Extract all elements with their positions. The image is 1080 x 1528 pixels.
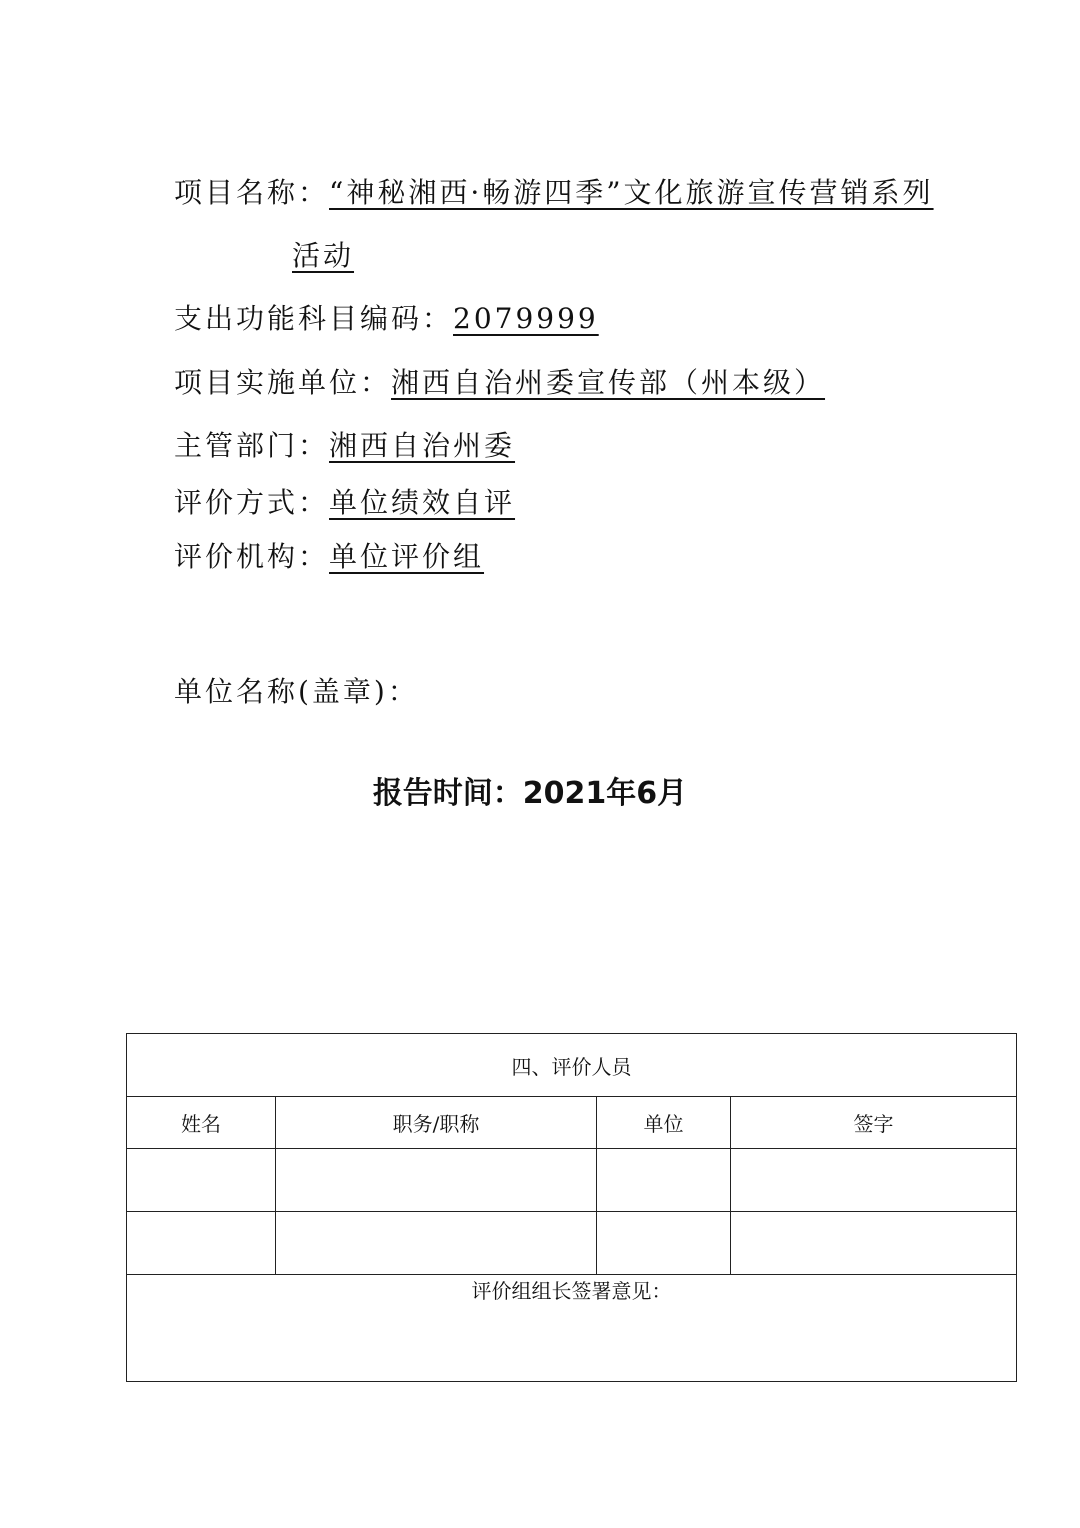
- leader-note: 评价组组长签署意见：: [127, 1275, 1017, 1382]
- implementer-value: 湘西自治州委宣传部（州本级）: [391, 366, 826, 399]
- table-cell: [731, 1212, 1017, 1275]
- method-value: 单位绩效自评: [329, 486, 516, 519]
- agency-field: [174, 537, 484, 577]
- header-unit: 单位: [597, 1097, 731, 1149]
- report-time: 报告时间：2021年6月: [372, 776, 688, 811]
- evaluators-table: [126, 1033, 1017, 1382]
- header-signature: 签字: [731, 1097, 1017, 1149]
- project-name-value: “神秘湘西·畅游四季”文化旅游宣传营销系列: [329, 176, 934, 209]
- header-name: 姓名: [127, 1097, 276, 1149]
- function-code-label: 支出功能科目编码：: [174, 302, 454, 335]
- unit-seal-field: [174, 672, 419, 712]
- table-cell: [127, 1149, 276, 1212]
- table-row: [127, 1149, 1017, 1212]
- department-value: 湘西自治州委: [329, 429, 516, 462]
- agency-value: 单位评价组: [329, 540, 485, 573]
- unit-seal-label: 单位名称(盖章)：: [174, 675, 419, 708]
- leader-note-row: [127, 1275, 1017, 1382]
- project-name-continuation: [292, 236, 354, 276]
- project-name-value-cont: 活动: [292, 239, 355, 272]
- header-position: 职务/职称: [276, 1097, 597, 1149]
- department-label: 主管部门：: [174, 429, 330, 462]
- table-cell: [276, 1149, 597, 1212]
- function-code-value: 2079999: [453, 302, 599, 335]
- method-label: 评价方式：: [174, 486, 330, 519]
- function-code-field: [174, 299, 599, 339]
- table-cell: [731, 1149, 1017, 1212]
- project-name-label: 项目名称：: [174, 176, 330, 209]
- method-field: [174, 483, 515, 523]
- table-row: [127, 1212, 1017, 1275]
- table-header-row: [127, 1097, 1017, 1149]
- table-cell: [597, 1212, 731, 1275]
- implementer-field: [174, 363, 825, 403]
- implementer-label: 项目实施单位：: [174, 366, 392, 399]
- table-cell: [276, 1212, 597, 1275]
- table-cell: [597, 1149, 731, 1212]
- project-name-field: [174, 173, 934, 213]
- table-title: 四、评价人员: [127, 1034, 1017, 1097]
- table-cell: [127, 1212, 276, 1275]
- agency-label: 评价机构：: [174, 540, 330, 573]
- table-title-row: [127, 1034, 1017, 1097]
- department-field: [174, 426, 515, 466]
